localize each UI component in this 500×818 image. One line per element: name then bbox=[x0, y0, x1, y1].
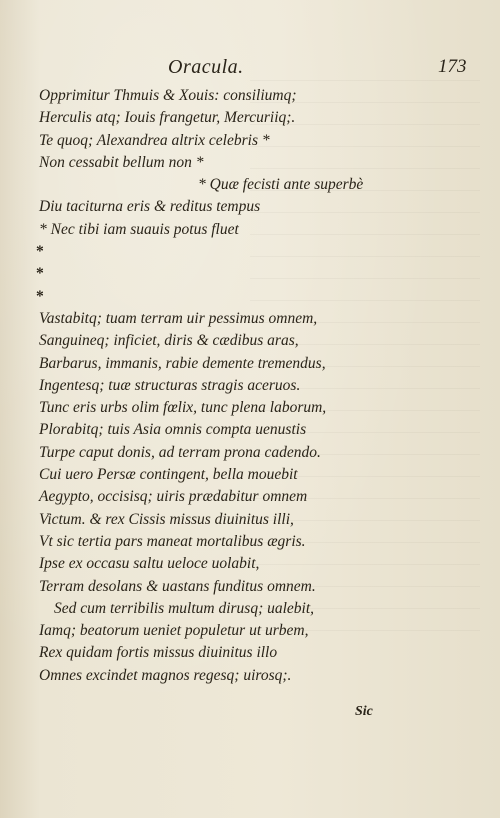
lacuna-asterisk: * bbox=[36, 287, 44, 305]
verse-line: Aegypto, occisisq; uiris prædabitur omnem bbox=[39, 488, 308, 506]
verse-line: Non cessabit bellum non * bbox=[39, 153, 204, 171]
verse-line: Victum. & rex Cissis missus diuinitus illi, bbox=[39, 510, 294, 528]
verse-line: Herculis atq; Iouis frangetur, Mercuriiq;. bbox=[39, 109, 296, 127]
verse-line: Barbarus, immanis, rabie demente tremendus, bbox=[39, 354, 326, 372]
verse-line: Opprimitur Thmuis & Xouis: consiliumq; bbox=[39, 87, 297, 104]
running-title: Oracula. bbox=[168, 56, 244, 78]
verse-line: Vt sic tertia pars maneat mortalibus ægris. bbox=[39, 532, 306, 550]
verse-line: * Quæ fecisti ante superbè bbox=[198, 176, 364, 194]
lacuna-asterisk: * bbox=[36, 265, 44, 283]
catchword: Sic bbox=[355, 704, 373, 719]
verse-line: Vastabitq; tuam terram uir pessimus omnem, bbox=[39, 309, 318, 327]
verse-line: * Nec tibi iam suauis potus fluet bbox=[39, 220, 239, 238]
page-number: 173 bbox=[438, 56, 467, 77]
lacuna-asterisk: * bbox=[36, 243, 44, 261]
verse-line: Ipse ex occasu saltu ueloce uolabit, bbox=[39, 555, 260, 573]
verse-line: Iamq; beatorum ueniet populetur ut urbem, bbox=[39, 622, 309, 640]
verse-line: Ingentesq; tuæ structuras stragis aceruos. bbox=[39, 376, 301, 394]
verse-line: Rex quidam fortis missus diuinitus illo bbox=[39, 644, 278, 662]
page-header bbox=[0, 56, 500, 82]
verse-line: Te quoq; Alexandrea altrix celebris * bbox=[39, 131, 270, 149]
verse-line: Sanguineq; inficiet, diris & cædibus aras, bbox=[39, 332, 299, 350]
verse-line: Omnes excindet magnos regesq; uirosq;. bbox=[39, 666, 292, 684]
verse-text bbox=[36, 85, 476, 687]
verse-line: Diu taciturna eris & reditus tempus bbox=[39, 198, 261, 216]
verse-line: Tunc eris urbs olim fœlix, tunc plena laborum, bbox=[39, 399, 327, 417]
verse-line: Cui uero Persæ contingent, bella mouebit bbox=[39, 466, 298, 484]
verse-line: Turpe caput donis, ad terram prona cadendo. bbox=[39, 443, 321, 461]
verse-line: Sed cum terribilis multum dirusq; ualebit, bbox=[54, 599, 315, 617]
verse-line: Terram desolans & uastans funditus omnem. bbox=[39, 577, 316, 595]
verse-line: Plorabitq; tuis Asia omnis compta uenustis bbox=[39, 421, 307, 439]
